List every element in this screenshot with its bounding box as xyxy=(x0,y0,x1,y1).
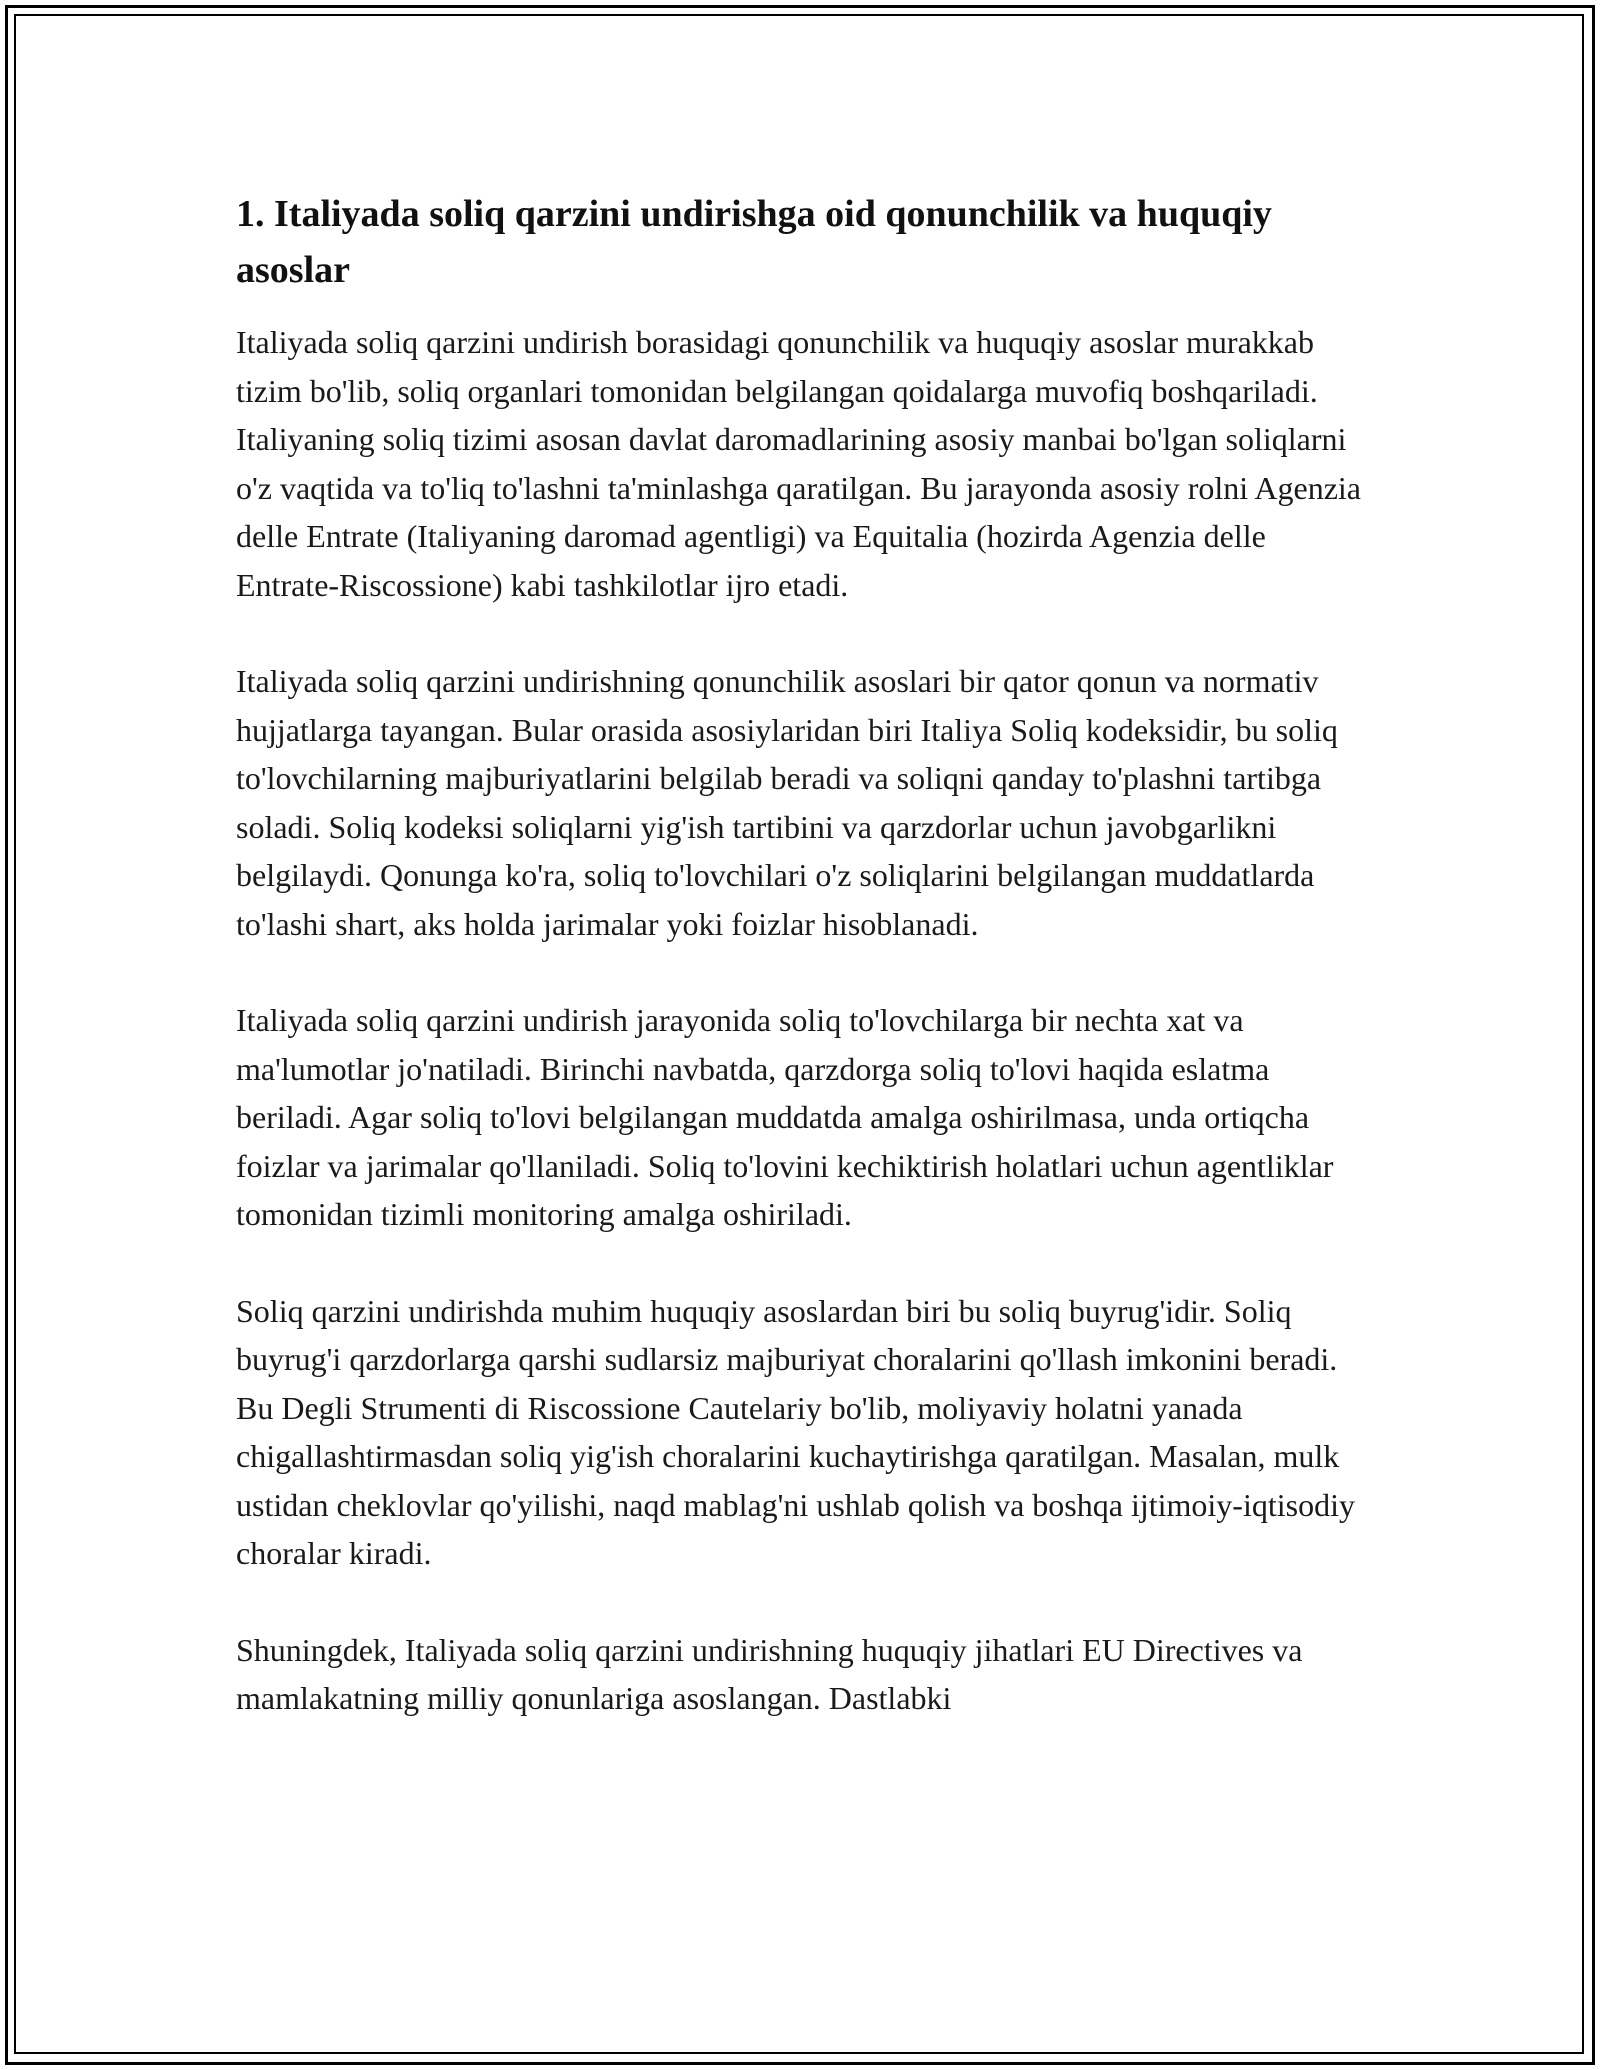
paragraph-2: Italiyada soliq qarzini undirishning qonunchilik asoslari bir qator qonun va normativ hujjatlarga tayangan. Bular orasida asosiylaridan biri Italiya Soliq kodeksidir, bu soliq to'lovchilarning majburiyatlarini belgilab beradi va soliqni qanday to'plashni tartibga soladi. Soliq kodeksi soliqlarni yig'ish tartibini va qarzdorlar uchun javobgarlikni belgilaydi. Qonunga ko'ra, soliq to'lovchilari o'z soliqlarini belgilangan muddatlarda to'lashi shart, aks holda jarimalar yoki foizlar hisoblanadi. xyxy=(236,663,1338,942)
document-body xyxy=(236,186,1366,1771)
paragraph-4: Soliq qarzini undirishda muhim huquqiy asoslardan biri bu soliq buyrug'idir. Soliq buyrug'i qarzdorlarga qarshi sudlarsiz majburiyat choralarini qo'llash imkonini beradi. Bu Degli Strumenti di Riscossione Cautelariy bo'lib, moliyaviy holatni yanada chigallashtirmasdan soliq yig'ish choralarini kuchaytirishga qaratilgan. Masalan, mulk ustidan cheklovlar qo'yilishi, naqd mablag'ni ushlab qolish va boshqa ijtimoiy-iqtisodiy choralar kiradi. xyxy=(236,1292,1355,1571)
paragraph-3: Italiyada soliq qarzini undirish jarayonida soliq to'lovchilarga bir nechta xat va ma'lumotlar jo'natiladi. Birinchi navbatda, qarzdorga soliq to'lovi haqida eslatma beriladi. Agar soliq to'lovi belgilangan muddatda amalga oshirilmasa, unda ortiqcha foizlar va jarimalar qo'llaniladi. Soliq to'lovini kechiktirish holatlari uchun agentliklar tomonidan tizimli monitoring amalga oshiriladi. xyxy=(236,1002,1334,1232)
paragraph-1: Italiyada soliq qarzini undirish borasidagi qonunchilik va huquqiy asoslar murakkab tizim bo'lib, soliq organlari tomonidan belgilangan qoidalarga muvofiq boshqariladi. Italiyaning soliq tizimi asosan davlat daromadlarining asosiy manbai bo'lgan soliqlarni o'z vaqtida va to'liq to'lashni ta'minlashga qaratilgan. Bu jarayonda asosiy rolni Agenzia delle Entrate (Italiyaning daromad agentligi) va Equitalia (hozirda Agenzia delle Entrate-Riscossione) kabi tashkilotlar ijro etadi. xyxy=(236,324,1361,603)
section-heading: 1. Italiyada soliq qarzini undirishga oid qonunchilik va huquqiy asoslar xyxy=(236,193,1272,291)
paragraph-5: Shuningdek, Italiyada soliq qarzini undirishning huquqiy jihatlari EU Directives va mamlakatning milliy qonunlariga asoslangan. Dastlabki xyxy=(236,1631,1303,1716)
